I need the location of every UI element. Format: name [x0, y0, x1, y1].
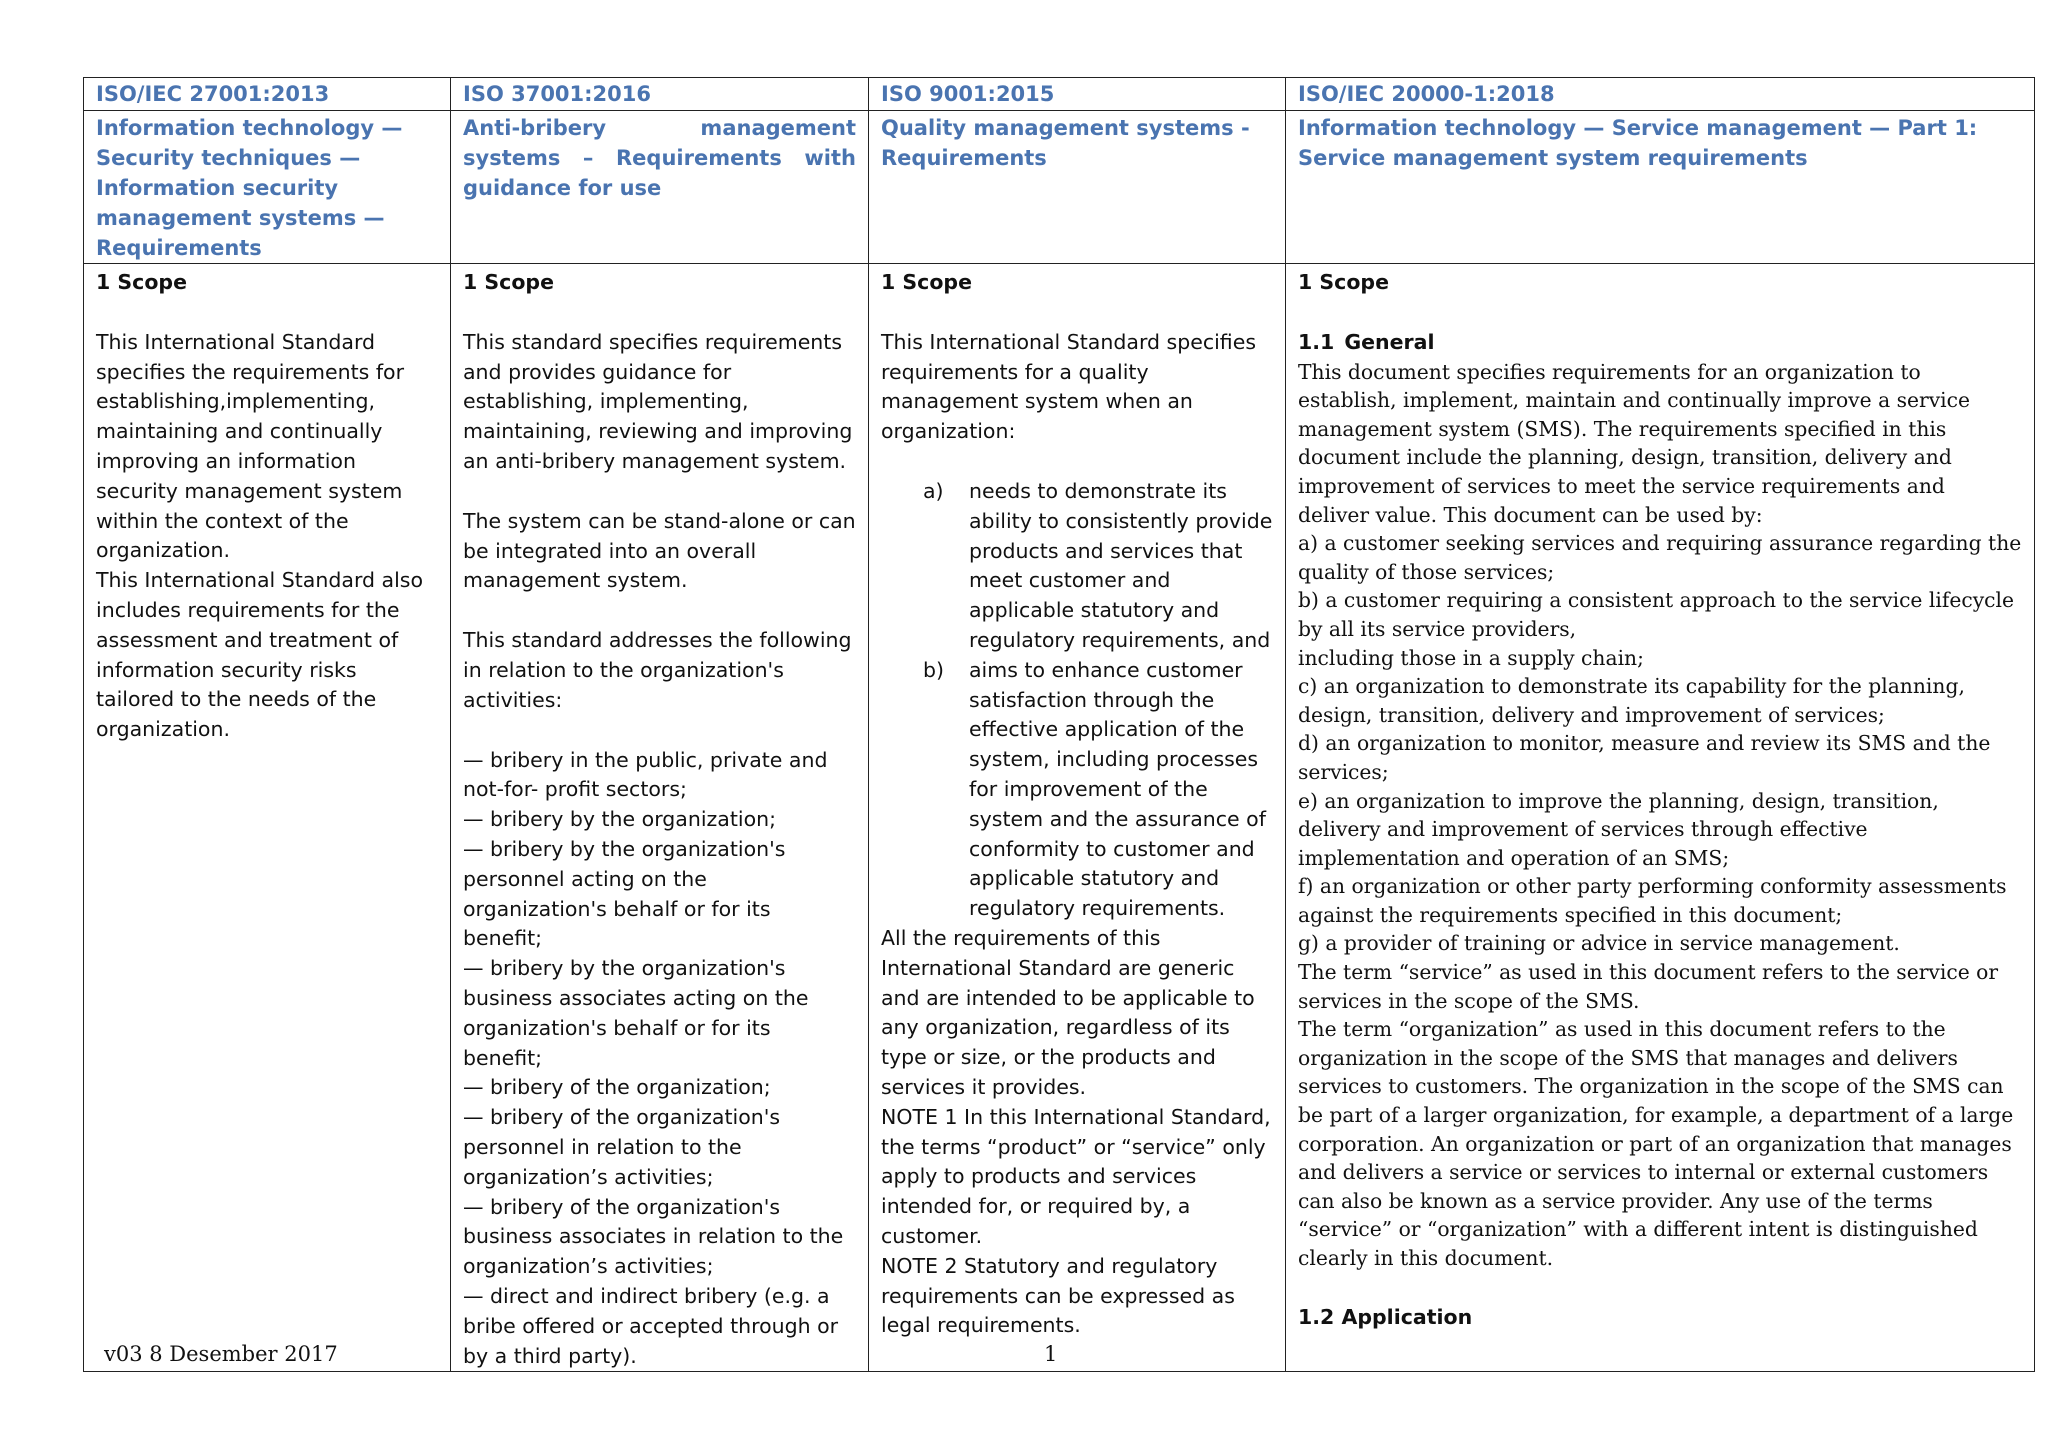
col4-line: b) a customer requiring a consistent approach to the service lifecycle by all its service providers, [1298, 588, 2015, 641]
col3-list-item [923, 477, 1273, 656]
scope-row [84, 264, 2035, 1372]
col4-line: a) a customer seeking services and requiring assurance regarding the quality of those services; [1298, 531, 2022, 584]
col3-note: NOTE 1 In this International Standard, the terms “product” or “service” only apply to products and services intended for, or required by, a customer. [881, 1104, 1271, 1248]
col2-paragraph: The system can be stand-alone or can be integrated into an overall management system. [463, 508, 856, 593]
col1-scope-heading: 1 Scope [96, 270, 187, 294]
col3-title: Quality management systems - Requirements [869, 111, 1286, 264]
list-item-text: aims to enhance customer satisfaction through the effective application of the system, including processes for improvement of the system and the assurance of conformity to customer and applicable statutory and regulatory requirements. [969, 657, 1266, 921]
col4-line: including those in a supply chain; [1298, 645, 1644, 670]
col4-line: g) a provider of training or advice in service management. [1298, 931, 1900, 956]
col3-scope [869, 264, 1286, 1372]
list-item-text: needs to demonstrate its ability to consistently provide products and services that meet customer and applicable statutory and regulatory requirements, and [969, 478, 1273, 652]
col3-intro: This International Standard specifies requirements for a quality management system when an organization: [881, 329, 1257, 444]
section-number: 1.1 [1298, 329, 1335, 354]
list-marker: b) [923, 657, 945, 682]
col3-scope-heading: 1 Scope [881, 270, 972, 294]
col2-list-item: — bribery in the public, private and not-for- profit sectors; [463, 747, 828, 802]
col4-line: This document specifies requirements for an organization to establish, implement, maintain and continually improve a service management system (SMS). The requirements specified in this document include the planning, design, transition, delivery and improvement of services to meet the service requirements and deliver value. This document can be used by: [1298, 359, 1971, 527]
col4-scope-heading: 1 Scope [1298, 270, 1389, 294]
standard-code-row [84, 78, 2035, 111]
col3-note: NOTE 2 Statutory and regulatory requirements can be expressed as legal requirements. [881, 1253, 1235, 1338]
list-marker: a) [923, 478, 944, 503]
col4-line: c) an organization to demonstrate its capability for the planning, design, transition, delivery and improvement of services; [1298, 674, 1965, 727]
col4-line: e) an organization to improve the planning, design, transition, delivery and improvement of services through effective implementation and operation of an SMS; [1298, 788, 1939, 870]
col4-code: ISO/IEC 20000-1:2018 [1286, 78, 2035, 111]
col4-line: f) an organization or other party performing conformity assessments against the requirements specified in this document; [1298, 874, 2007, 927]
col1-title: Information technology — Security techniques — Information security management systems — Requirements [84, 111, 451, 264]
col2-scope-heading: 1 Scope [463, 270, 554, 294]
col2-paragraph: This standard addresses the following in relation to the organization's activities: [463, 628, 852, 712]
col4-title: Information technology — Service management — Part 1: Service management system requirements [1286, 111, 2035, 264]
standards-comparison-table [83, 77, 2035, 1372]
col4-application-heading: 1.2 Application [1298, 1304, 1473, 1329]
col2-list-item: — bribery by the organization; [463, 807, 777, 832]
col3-paragraph: All the requirements of this International Standard are generic and are intended to be applicable to any organization, regardless of its type or size, or the products and services it provides. [881, 925, 1255, 1099]
page-number: 1 [1044, 1342, 1058, 1366]
col4-line: The term “service” as used in this document refers to the service or services in the scope of the SMS. [1298, 960, 1999, 1013]
col2-list-item: — bribery of the organization's personnel in relation to the organization’s activities; [463, 1105, 781, 1189]
col2-title: Anti-bribery management systems – Requirements with guidance for use [451, 111, 869, 264]
col2-list-item: — bribery by the organization's business associates acting on the organization's behalf or for its benefit; [463, 956, 809, 1070]
col2-list-item: — bribery of the organization's business associates in relation to the organization’s activities; [463, 1194, 844, 1279]
col3-list [881, 477, 1273, 924]
col1-paragraph: This International Standard specifies the requirements for establishing,implementing, maintaining and continually improving an information security management system within the context of the organization. [96, 329, 405, 563]
col2-list-item: — bribery by the organization's personnel acting on the organization's behalf or for its benefit; [463, 836, 786, 951]
col3-code: ISO 9001:2015 [869, 78, 1286, 111]
col3-list-item [923, 656, 1273, 924]
col1-paragraph: This International Standard also includes requirements for the assessment and treatment of information security risks tailored to the needs of the organization. [96, 568, 424, 742]
col2-list-item: — direct and indirect bribery (e.g. a bribe offered or accepted through or by a third party). [463, 1283, 839, 1368]
col4-general-heading [1298, 328, 2022, 358]
col4-line: d) an organization to monitor, measure and review its SMS and the services; [1298, 731, 1991, 784]
col1-scope [84, 264, 451, 1372]
standard-title-row [84, 111, 2035, 264]
col4-general-text [1298, 358, 2022, 1273]
col2-code: ISO 37001:2016 [451, 78, 869, 111]
col2-scope [451, 264, 869, 1372]
footer-version: v03 8 Desember 2017 [104, 1342, 338, 1366]
section-label: General [1344, 329, 1435, 354]
col4-scope [1286, 264, 2035, 1372]
col2-paragraph: This standard specifies requirements and provides guidance for establishing, implementing, maintaining, reviewing and improving an anti-bribery management system. [463, 329, 853, 473]
col2-list-item: — bribery of the organization; [463, 1075, 771, 1100]
col1-code: ISO/IEC 27001:2013 [84, 78, 451, 111]
col4-line: The term “organization” as used in this document refers to the organization in the scope of the SMS that manages and delivers services to customers. The organization in the scope of the SMS can be part of a larger organization, for example, a department of a large corporation. An organization or part of an organization that manages and delivers a service or services to internal or external customers can also be known as a service provider. Any use of the terms “service” or “organization” with a different intent is distinguished clearly in this document. [1298, 1017, 2014, 1270]
